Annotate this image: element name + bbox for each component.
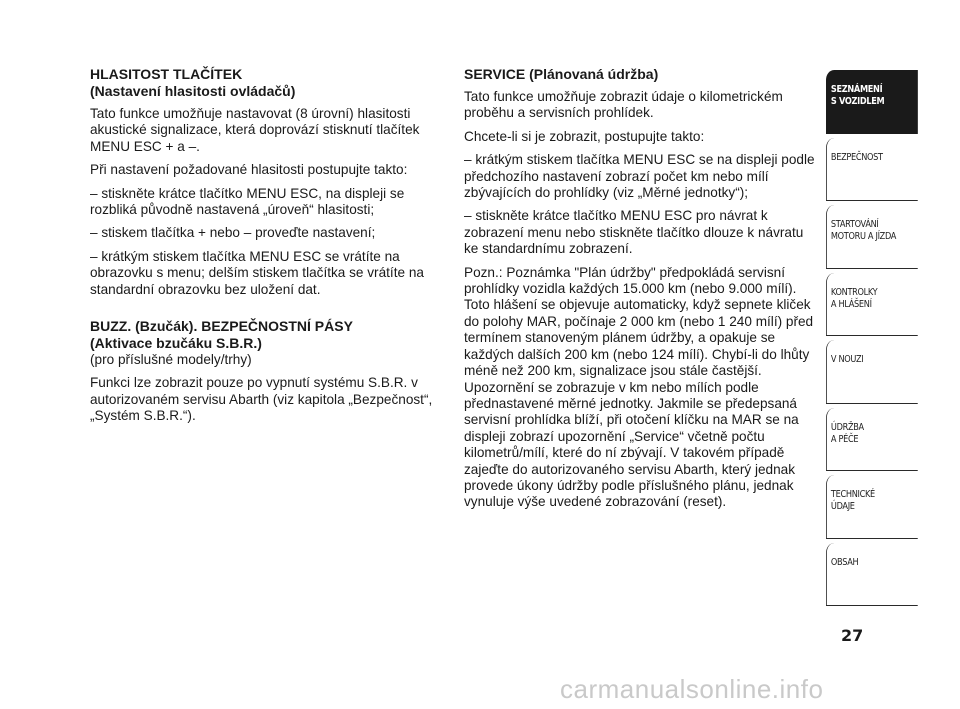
paragraph: – krátkým stiskem tlačítka MENU ESC se vrátíte na obrazovku s menu; delším stiskem tlačítka se vrátíte na standardní obrazovku bez uložení dat. — [90, 248, 424, 297]
tab-v-nouzi[interactable] — [826, 340, 918, 404]
left-column — [90, 66, 442, 432]
paragraph: – stiskněte krátce tlačítko MENU ESC pro návrat k zobrazení menu nebo stiskněte tlačítko dlouze k návratu ke standardnímu zobrazení. — [464, 208, 804, 257]
section-title-hlasitost — [90, 66, 442, 100]
tab-label: OBSAH — [830, 556, 859, 568]
right-column — [464, 66, 816, 518]
tab-label: KONTROLKY — [830, 286, 878, 298]
tab-startovani[interactable] — [826, 205, 918, 269]
tab-label: S VOZIDLEM — [830, 96, 885, 107]
paragraph: Tato funkce umožňuje zobrazit údaje o kilometrickém proběhu a servisních prohlídek. — [464, 89, 783, 121]
tab-technicke[interactable] — [826, 475, 918, 539]
paragraph-note: (pro příslušné modely/trhy) — [90, 352, 252, 368]
tab-label: ÚDRŽBA — [830, 421, 864, 433]
paragraph: Chcete-li si je zobrazit, postupujte takto: — [464, 128, 705, 144]
tab-obsah[interactable] — [826, 543, 918, 607]
paragraph: – stiskněte krátce tlačítko MENU ESC, na displeji se rozbliká původně nastavená „úroveň“ hlasitosti; — [90, 185, 405, 218]
tab-udrzba[interactable] — [826, 408, 918, 472]
section-subtitle-line: (Nastavení hlasitosti ovládačů) — [90, 83, 296, 99]
tab-label: A HLÁŠENÍ — [830, 298, 872, 310]
section-title-line: HLASITOST TLAČÍTEK — [90, 66, 243, 82]
paragraph: – stiskem tlačítka + nebo – proveďte nastavení; — [90, 225, 376, 241]
watermark: carmanualsonline.info — [560, 674, 824, 704]
tab-label: STARTOVÁNÍ — [830, 219, 879, 230]
section-title-service: SERVICE (Plánovaná údržba) — [464, 66, 659, 82]
tab-seznameni[interactable] — [826, 70, 918, 134]
section-subtitle-line: (Aktivace bzučáku S.B.R.) — [90, 335, 262, 352]
tab-label: SEZNÁMENÍ — [830, 84, 883, 95]
tab-label: A PÉČE — [830, 433, 859, 445]
tab-kontrolky[interactable] — [826, 273, 918, 337]
tab-label: V NOUZI — [830, 354, 864, 365]
chapter-tabs — [826, 70, 918, 610]
tab-label: ÚDAJE — [830, 501, 855, 512]
paragraph: – krátkým stiskem tlačítka MENU ESC se na displeji podle předchozího nastavení zobrazí počet km nebo mílí zbývajících do prohlídky (viz „Měrné jednotky“); — [464, 152, 815, 201]
tab-label: MOTORU A JÍZDA — [830, 231, 897, 242]
tab-bezpecnost[interactable] — [826, 138, 918, 202]
section-title-buzz — [90, 318, 442, 352]
page-number: 27 — [841, 626, 864, 645]
paragraph: Funkci lze zobrazit pouze po vypnutí systému S.B.R. v autorizovaném servisu Abarth (viz kapitola „Bezpečnost“, „Systém S.B.R.“). — [90, 375, 433, 424]
section-title-line: BUZZ. (Bzučák). BEZPEČNOSTNÍ PÁSY — [90, 318, 353, 335]
tab-label: TECHNICKÉ — [830, 489, 875, 500]
paragraph: Pozn.: Poznámka "Plán údržby" předpokládá servisní prohlídky vozidla každých 15.000 km (nebo 9.000 mílí). Toto hlášení se objevuje automaticky, když sepnete kliček do polohy MAR, počínaje 2 000 km (nebo 1 240 mílí) před termínem stanoveným plánem údržby, a opakuje se každých dalších 200 km (nebo 124 mílí). Chybí-li do lhůty méně než 200 km, signalizace jsou stále častější. Upozornění se zobrazuje v km nebo mílích podle přednastavené měrné jednotky. Jakmile se předepsaná servisní prohlídka blíží, při otočení klíčku na MAR se na displeji zobrazí upozornění „Service“ včetně počtu kilometrů/mílí, které do ní zbývají. V takovém případě zajeďte do autorizovaného servisu Abarth, který jednak provede úkony údržby podle příslušného plánu, jednak vynuluje výše uvedené zobrazování (reset). — [464, 264, 814, 510]
tab-label: BEZPEČNOST — [830, 151, 883, 163]
paragraph: Tato funkce umožňuje nastavovat (8 úrovní) hlasitosti akustické signalizace, která doprovází stisknutí tlačítek MENU ESC + a –. — [90, 106, 420, 154]
paragraph: Při nastavení požadované hlasitosti postupujte takto: — [90, 162, 408, 178]
